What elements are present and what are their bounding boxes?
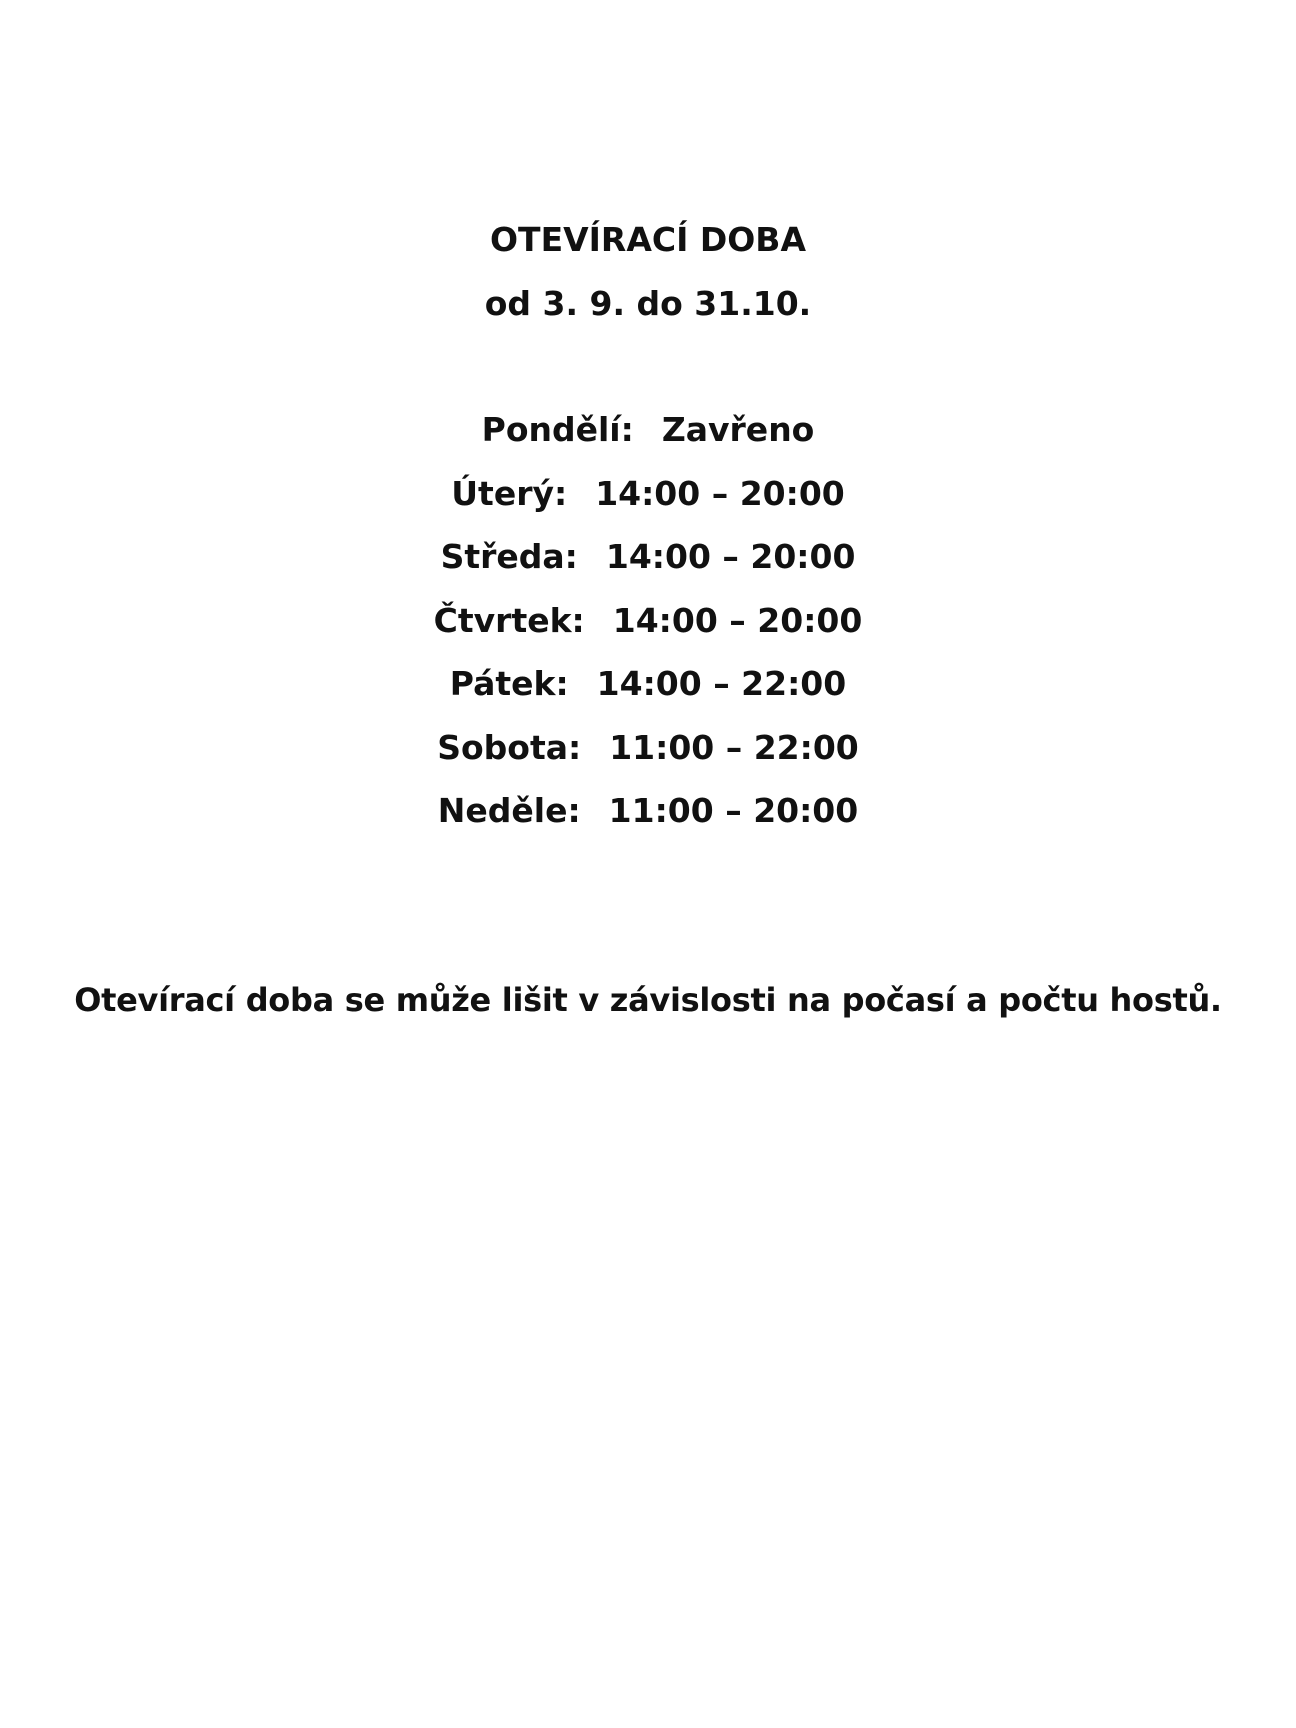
day-label: Pátek:: [449, 664, 569, 703]
time-range: 14:00 – 20:00: [605, 537, 856, 576]
hours-row-wednesday: [0, 537, 1296, 601]
time-range: 11:00 – 22:00: [609, 727, 859, 767]
hours-row-saturday: [0, 728, 1296, 792]
day-label: Úterý:: [451, 473, 568, 513]
day-label: Neděle:: [437, 791, 581, 830]
hours-row-friday: [0, 664, 1296, 728]
day-label: Čtvrtek:: [433, 600, 585, 640]
hours-row-monday: [0, 410, 1296, 474]
hours-row-tuesday: [0, 474, 1296, 538]
time-range: 14:00 – 20:00: [595, 473, 845, 513]
time-range: 14:00 – 20:00: [612, 600, 863, 640]
day-label: Středa:: [440, 537, 578, 576]
time-range: 14:00 – 22:00: [596, 664, 847, 703]
weather-disclaimer: Otevírací doba se může lišit v závislosti na počasí a počtu hostů.: [74, 981, 1222, 1019]
hours-row-thursday: [0, 601, 1296, 665]
opening-hours-list: [0, 410, 1296, 855]
time-range: 11:00 – 20:00: [608, 791, 859, 830]
day-label: Pondělí:: [481, 410, 634, 449]
page-title: OTEVÍRACÍ DOBA: [490, 220, 806, 259]
time-range: Zavřeno: [661, 410, 815, 449]
validity-period: od 3. 9. do 31.10.: [484, 284, 812, 323]
day-label: Sobota:: [437, 727, 582, 767]
hours-row-sunday: [0, 791, 1296, 855]
